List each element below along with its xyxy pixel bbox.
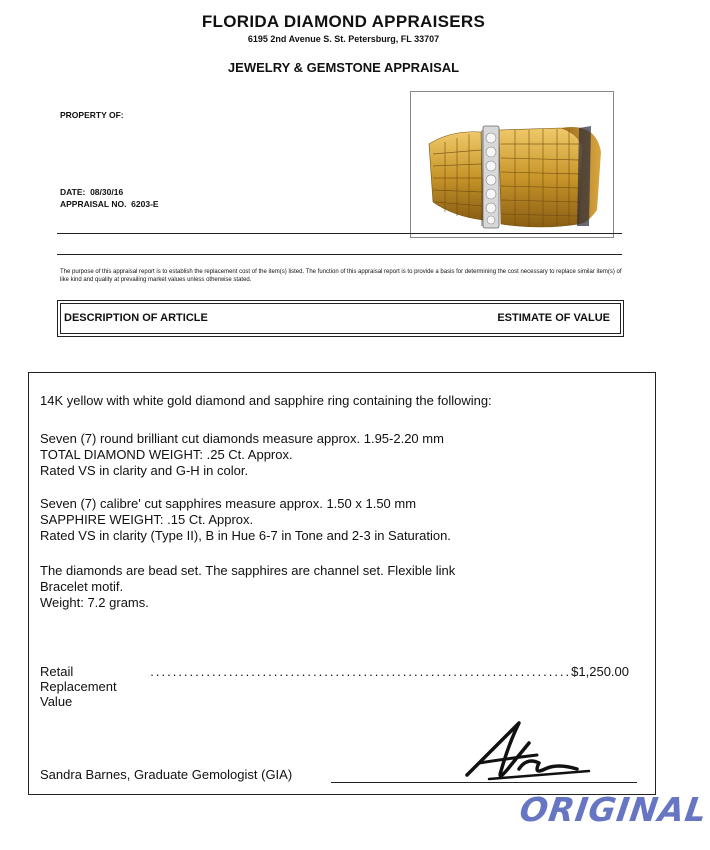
purpose-statement: The purpose of this appraisal report is to establish the replacement cost of the item(s) listed. The function of this appraisal report is to provide a basis for determining the cost necessary to replace similar item(s) of like kind and quality at prevailing market values unless otherwise stated. — [60, 269, 622, 283]
value-label: Retail Replacement Value — [40, 664, 117, 709]
description-header: DESCRIPTION OF ARTICLE — [64, 312, 208, 324]
appraisal-no-value: 6203-E — [131, 199, 159, 209]
dot-leader: ........................................................................... — [150, 664, 572, 679]
sapphire-line: Seven (7) calibre' cut sapphires measure approx. 1.50 x 1.50 mm — [40, 496, 417, 511]
divider-line — [57, 233, 622, 234]
document-title: JEWELRY & GEMSTONE APPRAISAL — [227, 60, 460, 75]
item-photo — [410, 91, 614, 238]
diamond-line: TOTAL DIAMOND WEIGHT: .25 Ct. Approx. — [40, 447, 293, 462]
setting-details — [40, 563, 455, 611]
handwritten-signature — [449, 713, 609, 793]
date-value: 08/30/16 — [90, 187, 124, 197]
sapphire-details — [40, 496, 451, 544]
table-header-box — [57, 300, 624, 337]
appraisal-no-label: APPRAISAL NO. — [60, 199, 127, 209]
sapphire-line: Rated VS in clarity (Type II), B in Hue 6-7 in Tone and 2-3 in Saturation. — [40, 528, 451, 543]
estimate-header: ESTIMATE OF VALUE — [497, 312, 610, 324]
appraisal-number-field — [60, 199, 159, 209]
appraiser-name: Sandra Barnes, Graduate Gemologist (GIA) — [40, 767, 293, 782]
divider-line — [57, 254, 622, 255]
value-amount: $1,250.00 — [571, 664, 629, 679]
description-box — [28, 372, 656, 795]
company-name: FLORIDA DIAMOND APPRAISERS — [201, 12, 486, 31]
item-intro: 14K yellow with white gold diamond and sapphire ring containing the following: — [40, 393, 492, 408]
sapphire-line: SAPPHIRE WEIGHT: .15 Ct. Approx. — [40, 512, 254, 527]
setting-line: The diamonds are bead set. The sapphires are channel set. Flexible link — [40, 563, 456, 578]
original-stamp: ORIGINAL — [517, 790, 710, 829]
setting-line: Bracelet motif. — [40, 579, 124, 594]
bracelet-ring-image — [411, 92, 613, 237]
diamond-details — [40, 431, 444, 479]
date-label: DATE: — [60, 187, 86, 197]
table-header-inner — [60, 303, 621, 334]
diamond-line: Seven (7) round brilliant cut diamonds measure approx. 1.95-2.20 mm — [40, 431, 444, 446]
setting-line: Weight: 7.2 grams. — [40, 595, 149, 610]
property-of-label: PROPERTY OF: — [60, 110, 124, 120]
diamond-line: Rated VS in clarity and G-H in color. — [40, 463, 249, 478]
date-field — [60, 187, 123, 197]
replacement-value-row — [40, 664, 629, 709]
company-address: 6195 2nd Avenue S. St. Petersburg, FL 33707 — [247, 34, 440, 44]
